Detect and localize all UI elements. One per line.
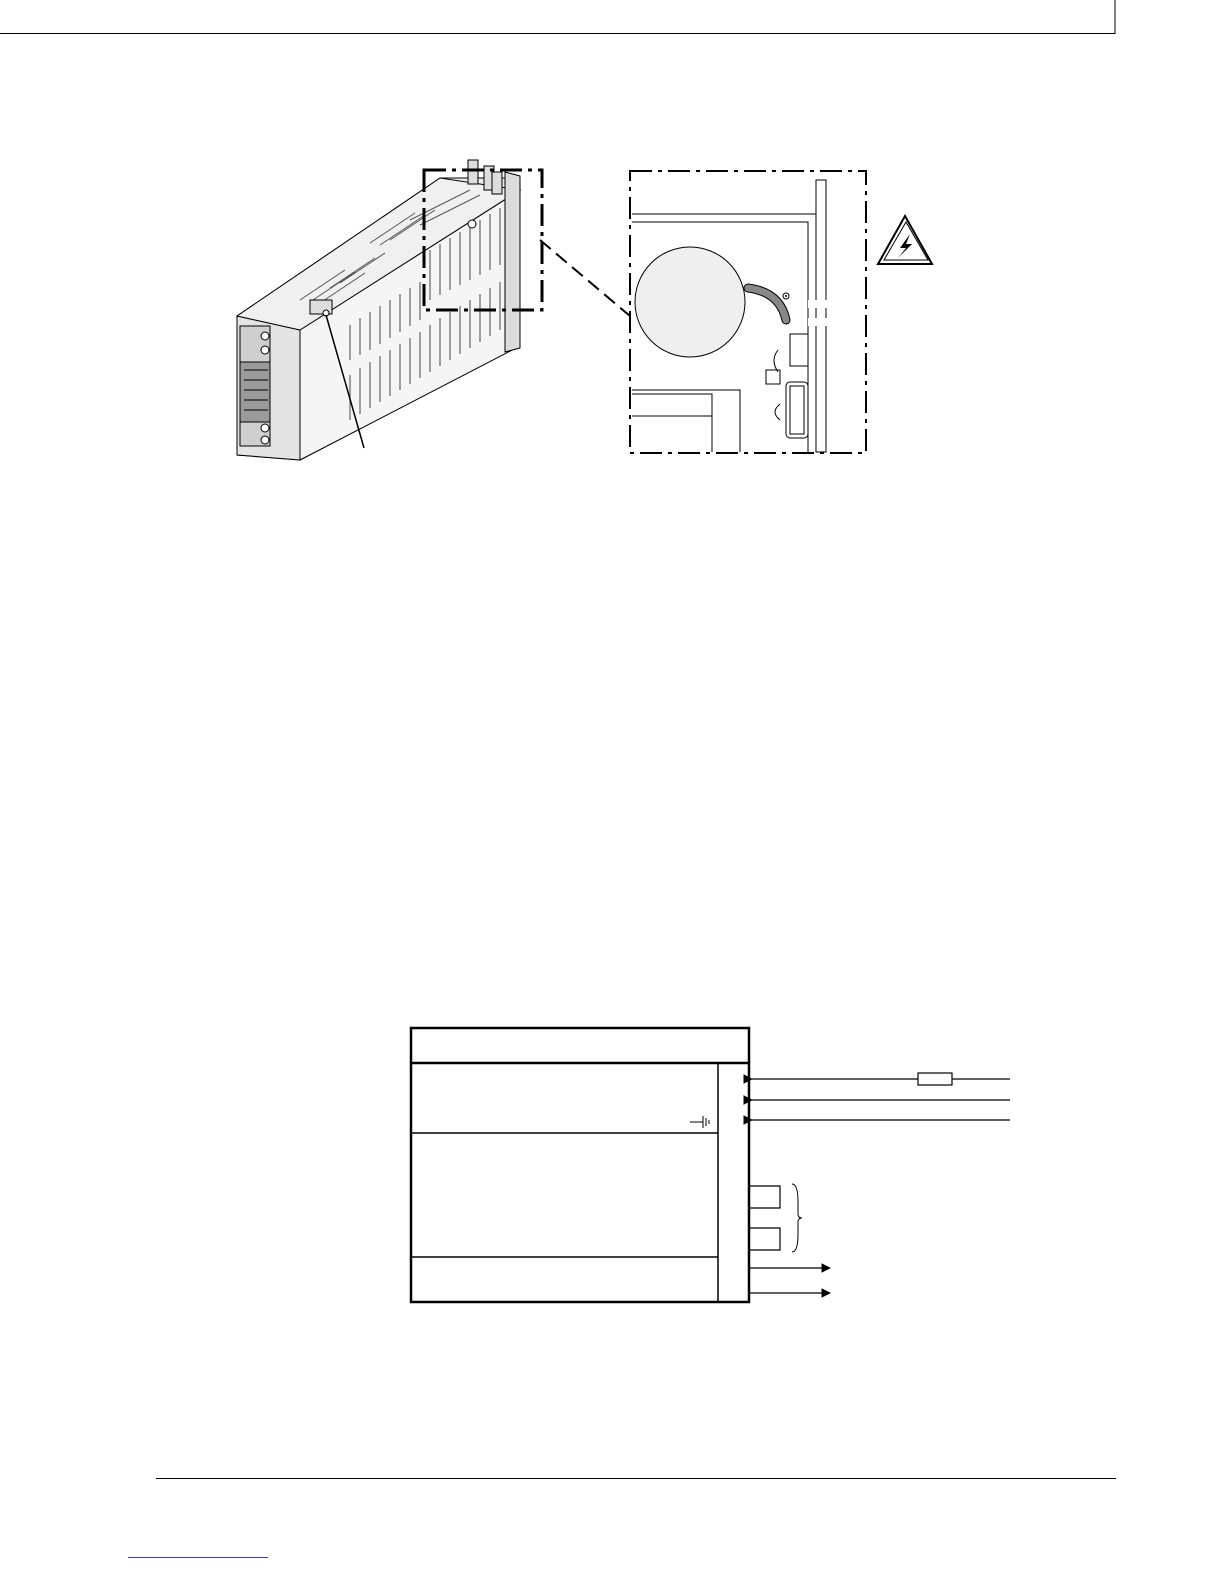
module-block [411, 1028, 749, 1302]
input-lines [752, 1079, 1010, 1120]
jumper-brace [792, 1184, 802, 1252]
wiring-diagram [400, 1020, 1040, 1320]
terminal-connector [240, 326, 270, 446]
output-lines [749, 1268, 830, 1293]
device-illustration [0, 150, 1224, 490]
jumper-links [749, 1186, 780, 1250]
capacitor [635, 247, 745, 357]
detail-leader-line [540, 240, 630, 316]
adjust-screw-icon [310, 300, 332, 316]
internal-detail [630, 171, 866, 453]
electrical-hazard-icon [878, 216, 932, 264]
bottom-link-underline[interactable] [128, 1557, 268, 1558]
header-rule [0, 0, 1224, 40]
fuse-icon [918, 1073, 952, 1085]
footer-rule [156, 1478, 1116, 1479]
